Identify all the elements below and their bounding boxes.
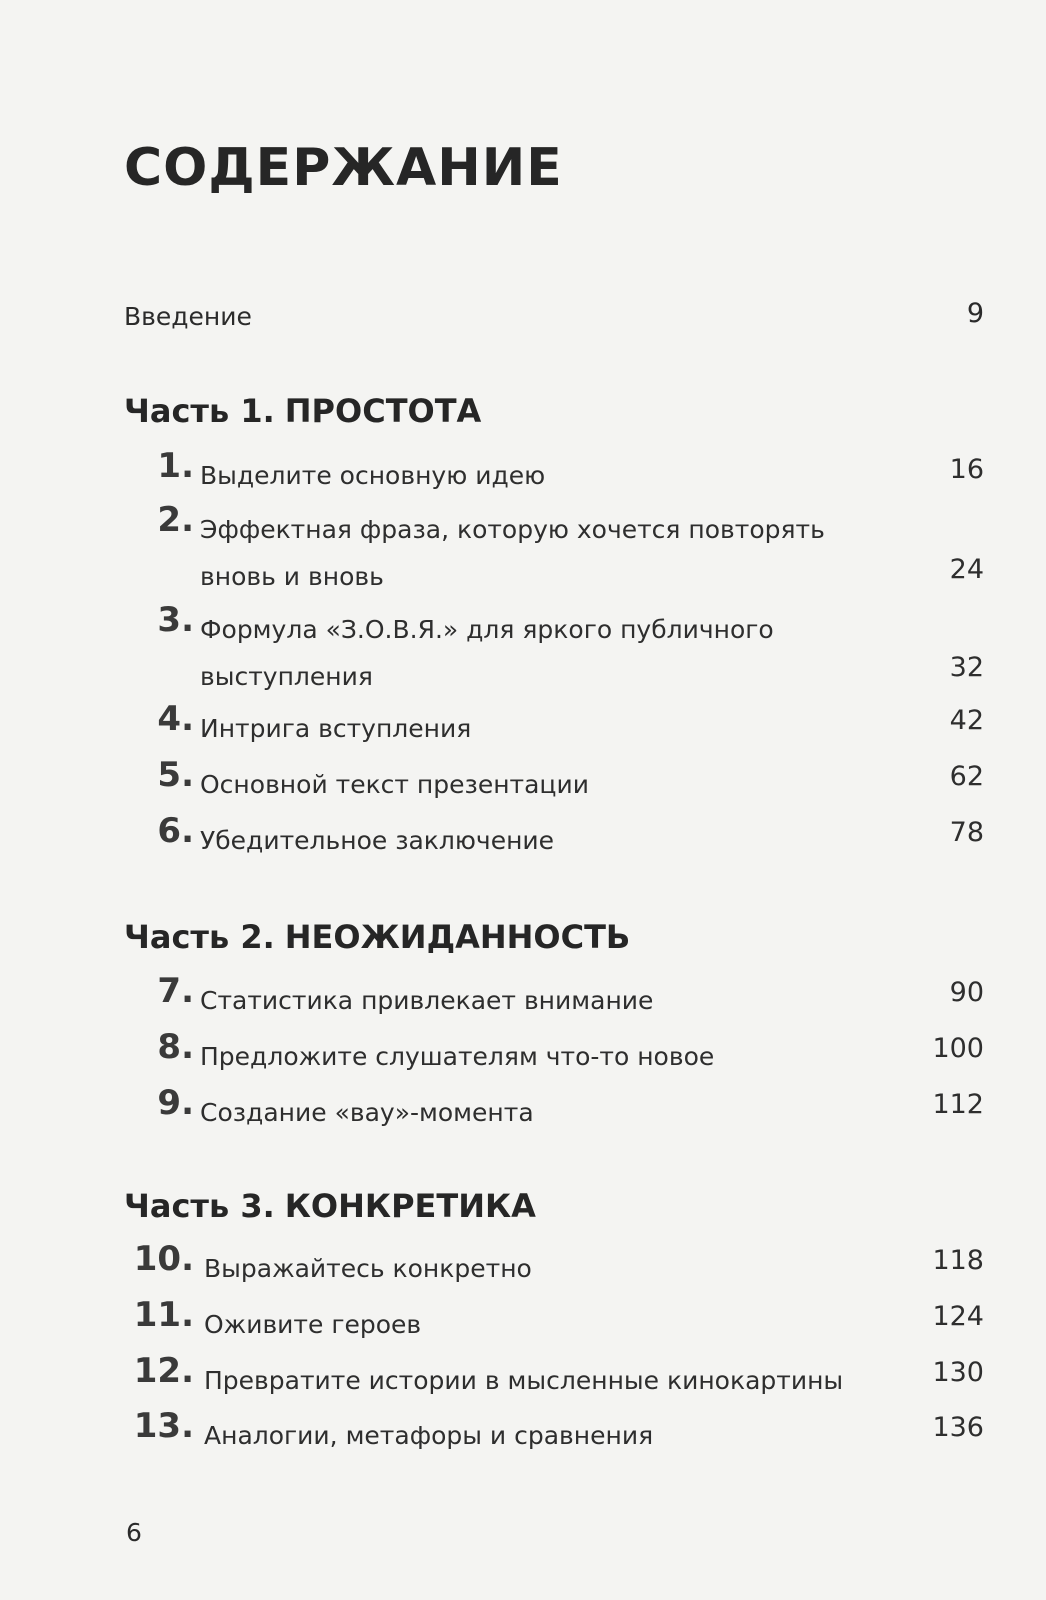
toc-entry: [124, 446, 984, 500]
chapter-title: Убедительное заключение: [200, 826, 555, 855]
toc-entry: [124, 1083, 984, 1137]
page-number: 6: [126, 1518, 142, 1547]
toc-entry: [124, 1406, 984, 1460]
part-label: Часть 2.: [124, 918, 275, 956]
chapter-title: Создание «вау»-момента: [200, 1098, 534, 1127]
chapter-number: 10.: [133, 1239, 194, 1279]
chapter-page-number: 130: [932, 1357, 984, 1388]
chapter-number: 3.: [157, 600, 194, 640]
toc-entry: [124, 755, 984, 809]
part-heading-2: [124, 918, 630, 956]
part-name: ПРОСТОТА: [284, 392, 482, 430]
chapter-page-number: 62: [949, 761, 984, 792]
chapter-title: Аналогии, метафоры и сравнения: [204, 1421, 654, 1450]
toc-entry: [124, 1295, 984, 1349]
chapter-title: Предложите слушателям что-то новое: [200, 1042, 715, 1071]
chapter-number: 12.: [133, 1351, 194, 1391]
part-name: НЕОЖИДАННОСТЬ: [284, 918, 631, 956]
toc-entry: [124, 600, 984, 700]
part-name: КОНКРЕТИКА: [284, 1187, 536, 1225]
toc-entry: [124, 971, 984, 1025]
toc-entry: [124, 1027, 984, 1081]
chapter-title: Выделите основную идею: [200, 461, 546, 490]
toc-entry: [124, 699, 984, 753]
chapter-page-number: 100: [932, 1033, 984, 1064]
chapter-title: Эффектная фраза, которую хочется повторять вновь и вновь: [200, 515, 825, 591]
part-label: Часть 3.: [124, 1187, 275, 1225]
toc-intro-entry: [124, 298, 984, 338]
part-heading-1: [124, 392, 481, 430]
chapter-page-number: 112: [932, 1089, 984, 1120]
entry-page-number: 9: [966, 298, 984, 329]
chapter-number: 8.: [157, 1027, 194, 1067]
part-label: Часть 1.: [124, 392, 275, 430]
chapter-page-number: 78: [949, 817, 984, 848]
chapter-title: Выражайтесь конкретно: [204, 1254, 532, 1283]
chapter-number: 7.: [157, 971, 194, 1011]
chapter-page-number: 24: [949, 554, 984, 585]
chapter-page-number: 32: [949, 652, 984, 683]
chapter-title: Оживите героев: [204, 1310, 422, 1339]
toc-entry: [124, 1239, 984, 1293]
chapter-number: 9.: [157, 1083, 194, 1123]
toc-entry: [124, 500, 984, 600]
chapter-page-number: 42: [949, 705, 984, 736]
chapter-title: Формула «З.О.В.Я.» для яркого публичного выступления: [200, 615, 774, 691]
chapter-number: 2.: [157, 500, 194, 540]
chapter-number: 4.: [157, 699, 194, 739]
entry-title: Введение: [124, 302, 252, 331]
chapter-title: Статистика привлекает внимание: [200, 986, 654, 1015]
toc-entry: [124, 811, 984, 865]
chapter-page-number: 16: [949, 454, 984, 485]
chapter-number: 1.: [157, 446, 194, 486]
chapter-title: Основной текст презентации: [200, 770, 589, 799]
chapter-number: 5.: [157, 755, 194, 795]
chapter-title: Интрига вступления: [200, 714, 472, 743]
chapter-page-number: 124: [932, 1301, 984, 1332]
page-title: СОДЕРЖАНИЕ: [124, 138, 563, 198]
toc-entry: [124, 1351, 984, 1405]
part-heading-3: [124, 1187, 536, 1225]
chapter-number: 13.: [133, 1406, 194, 1446]
chapter-page-number: 90: [949, 977, 984, 1008]
chapter-page-number: 136: [932, 1412, 984, 1443]
chapter-number: 11.: [133, 1295, 194, 1335]
chapter-number: 6.: [157, 811, 194, 851]
chapter-title: Превратите истории в мысленные кинокартины: [204, 1366, 844, 1395]
chapter-page-number: 118: [932, 1245, 984, 1276]
